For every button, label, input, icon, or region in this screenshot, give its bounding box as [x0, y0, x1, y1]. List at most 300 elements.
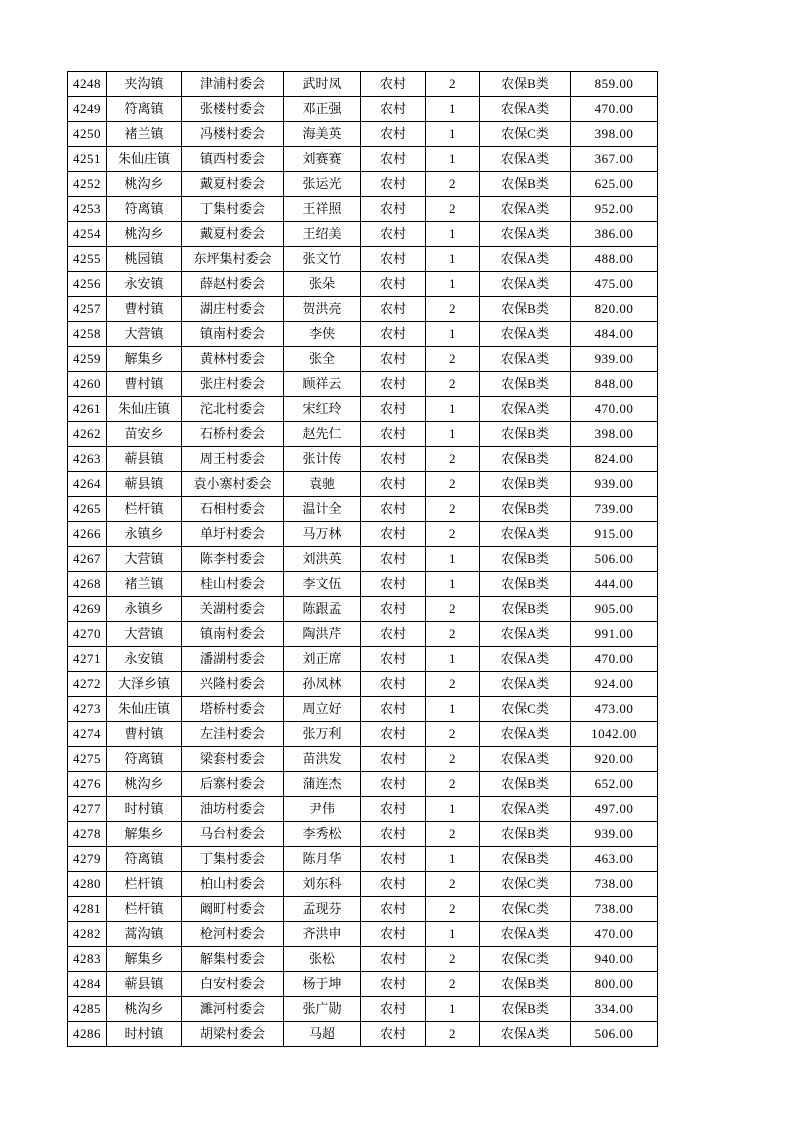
table-row [68, 847, 658, 872]
cell-insurance-category: 农保C类 [480, 697, 571, 722]
cell-count: 2 [426, 197, 480, 222]
cell-count: 2 [426, 947, 480, 972]
cell-residence-type: 农村 [361, 397, 426, 422]
rural-insurance-payment-table [67, 71, 658, 1047]
cell-residence-type: 农村 [361, 422, 426, 447]
cell-town: 符离镇 [107, 847, 182, 872]
cell-amount: 848.00 [571, 372, 658, 397]
cell-residence-type: 农村 [361, 697, 426, 722]
cell-insurance-category: 农保A类 [480, 647, 571, 672]
cell-insurance-category: 农保B类 [480, 422, 571, 447]
cell-seq-no: 4260 [68, 372, 107, 397]
cell-insurance-category: 农保C类 [480, 872, 571, 897]
cell-amount: 939.00 [571, 822, 658, 847]
cell-town: 曹村镇 [107, 722, 182, 747]
cell-amount: 824.00 [571, 447, 658, 472]
cell-residence-type: 农村 [361, 597, 426, 622]
cell-insurance-category: 农保A类 [480, 747, 571, 772]
cell-person-name: 陈月华 [284, 847, 361, 872]
cell-village-committee: 白安村委会 [182, 972, 284, 997]
cell-count: 1 [426, 997, 480, 1022]
cell-count: 2 [426, 772, 480, 797]
cell-amount: 952.00 [571, 197, 658, 222]
cell-amount: 470.00 [571, 922, 658, 947]
cell-village-committee: 丁集村委会 [182, 847, 284, 872]
cell-seq-no: 4267 [68, 547, 107, 572]
table-row [68, 572, 658, 597]
cell-person-name: 马万林 [284, 522, 361, 547]
cell-insurance-category: 农保B类 [480, 772, 571, 797]
cell-seq-no: 4269 [68, 597, 107, 622]
cell-insurance-category: 农保B类 [480, 497, 571, 522]
cell-amount: 924.00 [571, 672, 658, 697]
table-row [68, 397, 658, 422]
cell-village-committee: 镇西村委会 [182, 147, 284, 172]
table-row [68, 447, 658, 472]
cell-village-committee: 湖庄村委会 [182, 297, 284, 322]
cell-person-name: 张全 [284, 347, 361, 372]
cell-person-name: 袁驰 [284, 472, 361, 497]
cell-count: 1 [426, 397, 480, 422]
cell-count: 2 [426, 372, 480, 397]
cell-residence-type: 农村 [361, 172, 426, 197]
cell-amount: 915.00 [571, 522, 658, 547]
cell-village-committee: 陈李村委会 [182, 547, 284, 572]
cell-village-committee: 张庄村委会 [182, 372, 284, 397]
cell-seq-no: 4257 [68, 297, 107, 322]
cell-count: 1 [426, 247, 480, 272]
cell-village-committee: 东坪集村委会 [182, 247, 284, 272]
cell-seq-no: 4248 [68, 72, 107, 97]
cell-town: 永镇乡 [107, 597, 182, 622]
table-row [68, 1022, 658, 1047]
cell-person-name: 王祥照 [284, 197, 361, 222]
cell-village-committee: 后寨村委会 [182, 772, 284, 797]
cell-town: 大营镇 [107, 547, 182, 572]
table-row [68, 347, 658, 372]
cell-person-name: 邓正强 [284, 97, 361, 122]
cell-town: 解集乡 [107, 947, 182, 972]
cell-residence-type: 农村 [361, 297, 426, 322]
cell-amount: 905.00 [571, 597, 658, 622]
table-row [68, 747, 658, 772]
cell-person-name: 李秀松 [284, 822, 361, 847]
cell-residence-type: 农村 [361, 197, 426, 222]
cell-insurance-category: 农保A类 [480, 1022, 571, 1047]
cell-amount: 1042.00 [571, 722, 658, 747]
cell-person-name: 刘洪英 [284, 547, 361, 572]
cell-village-committee: 沱北村委会 [182, 397, 284, 422]
cell-person-name: 刘正席 [284, 647, 361, 672]
cell-seq-no: 4259 [68, 347, 107, 372]
cell-insurance-category: 农保A类 [480, 722, 571, 747]
cell-count: 2 [426, 622, 480, 647]
cell-village-committee: 解集村委会 [182, 947, 284, 972]
cell-count: 1 [426, 697, 480, 722]
cell-seq-no: 4271 [68, 647, 107, 672]
cell-seq-no: 4285 [68, 997, 107, 1022]
cell-insurance-category: 农保B类 [480, 822, 571, 847]
cell-seq-no: 4255 [68, 247, 107, 272]
table-row [68, 422, 658, 447]
table-row [68, 647, 658, 672]
cell-person-name: 赵先仁 [284, 422, 361, 447]
cell-amount: 444.00 [571, 572, 658, 597]
cell-residence-type: 农村 [361, 447, 426, 472]
cell-town: 桃沟乡 [107, 222, 182, 247]
cell-amount: 367.00 [571, 147, 658, 172]
cell-village-committee: 张楼村委会 [182, 97, 284, 122]
cell-person-name: 张运光 [284, 172, 361, 197]
table-row [68, 722, 658, 747]
cell-town: 永安镇 [107, 647, 182, 672]
cell-insurance-category: 农保B类 [480, 447, 571, 472]
table-row [68, 772, 658, 797]
cell-amount: 820.00 [571, 297, 658, 322]
cell-person-name: 王绍美 [284, 222, 361, 247]
cell-village-committee: 塔桥村委会 [182, 697, 284, 722]
cell-town: 符离镇 [107, 97, 182, 122]
cell-seq-no: 4282 [68, 922, 107, 947]
cell-seq-no: 4268 [68, 572, 107, 597]
cell-count: 1 [426, 322, 480, 347]
cell-count: 2 [426, 522, 480, 547]
table-row [68, 472, 658, 497]
cell-person-name: 温计全 [284, 497, 361, 522]
cell-person-name: 杨于坤 [284, 972, 361, 997]
cell-count: 2 [426, 447, 480, 472]
cell-seq-no: 4283 [68, 947, 107, 972]
cell-village-committee: 石桥村委会 [182, 422, 284, 447]
cell-amount: 625.00 [571, 172, 658, 197]
table-row [68, 972, 658, 997]
cell-insurance-category: 农保C类 [480, 897, 571, 922]
cell-residence-type: 农村 [361, 547, 426, 572]
cell-person-name: 刘东科 [284, 872, 361, 897]
cell-amount: 506.00 [571, 547, 658, 572]
cell-seq-no: 4253 [68, 197, 107, 222]
cell-town: 桃沟乡 [107, 172, 182, 197]
cell-amount: 939.00 [571, 472, 658, 497]
cell-seq-no: 4256 [68, 272, 107, 297]
cell-amount: 463.00 [571, 847, 658, 872]
cell-insurance-category: 农保A类 [480, 197, 571, 222]
cell-town: 朱仙庄镇 [107, 397, 182, 422]
cell-amount: 386.00 [571, 222, 658, 247]
cell-count: 1 [426, 422, 480, 447]
cell-amount: 652.00 [571, 772, 658, 797]
cell-person-name: 尹伟 [284, 797, 361, 822]
cell-residence-type: 农村 [361, 247, 426, 272]
cell-town: 苗安乡 [107, 422, 182, 447]
cell-count: 1 [426, 122, 480, 147]
cell-person-name: 周立好 [284, 697, 361, 722]
cell-residence-type: 农村 [361, 722, 426, 747]
cell-town: 褚兰镇 [107, 572, 182, 597]
cell-amount: 738.00 [571, 872, 658, 897]
cell-village-committee: 阚町村委会 [182, 897, 284, 922]
cell-amount: 470.00 [571, 397, 658, 422]
cell-village-committee: 戴夏村委会 [182, 222, 284, 247]
cell-seq-no: 4279 [68, 847, 107, 872]
cell-town: 永安镇 [107, 272, 182, 297]
cell-seq-no: 4281 [68, 897, 107, 922]
cell-count: 1 [426, 572, 480, 597]
cell-insurance-category: 农保B类 [480, 997, 571, 1022]
cell-amount: 334.00 [571, 997, 658, 1022]
table-row [68, 922, 658, 947]
cell-village-committee: 柏山村委会 [182, 872, 284, 897]
cell-town: 永镇乡 [107, 522, 182, 547]
cell-village-committee: 马台村委会 [182, 822, 284, 847]
cell-count: 2 [426, 172, 480, 197]
cell-amount: 940.00 [571, 947, 658, 972]
cell-village-committee: 桂山村委会 [182, 572, 284, 597]
cell-seq-no: 4277 [68, 797, 107, 822]
cell-seq-no: 4284 [68, 972, 107, 997]
cell-village-committee: 黄林村委会 [182, 347, 284, 372]
cell-residence-type: 农村 [361, 147, 426, 172]
cell-person-name: 张文竹 [284, 247, 361, 272]
cell-person-name: 刘赛赛 [284, 147, 361, 172]
cell-amount: 859.00 [571, 72, 658, 97]
cell-village-committee: 枪河村委会 [182, 922, 284, 947]
cell-insurance-category: 农保A类 [480, 797, 571, 822]
cell-town: 解集乡 [107, 822, 182, 847]
cell-person-name: 马超 [284, 1022, 361, 1047]
cell-count: 1 [426, 272, 480, 297]
cell-residence-type: 农村 [361, 647, 426, 672]
cell-person-name: 李文伍 [284, 572, 361, 597]
cell-village-committee: 津浦村委会 [182, 72, 284, 97]
cell-town: 蕲县镇 [107, 972, 182, 997]
cell-town: 符离镇 [107, 747, 182, 772]
cell-count: 2 [426, 822, 480, 847]
cell-village-committee: 潘湖村委会 [182, 647, 284, 672]
cell-count: 2 [426, 297, 480, 322]
cell-person-name: 孙凤林 [284, 672, 361, 697]
cell-seq-no: 4265 [68, 497, 107, 522]
cell-town: 朱仙庄镇 [107, 147, 182, 172]
cell-insurance-category: 农保B类 [480, 297, 571, 322]
table-row [68, 672, 658, 697]
cell-village-committee: 镇南村委会 [182, 322, 284, 347]
cell-seq-no: 4262 [68, 422, 107, 447]
cell-count: 1 [426, 97, 480, 122]
cell-insurance-category: 农保A类 [480, 222, 571, 247]
cell-amount: 920.00 [571, 747, 658, 772]
cell-residence-type: 农村 [361, 897, 426, 922]
cell-village-committee: 石相村委会 [182, 497, 284, 522]
cell-amount: 473.00 [571, 697, 658, 722]
cell-person-name: 张广勋 [284, 997, 361, 1022]
cell-count: 1 [426, 547, 480, 572]
cell-town: 解集乡 [107, 347, 182, 372]
cell-amount: 470.00 [571, 647, 658, 672]
cell-person-name: 武时凤 [284, 72, 361, 97]
cell-count: 1 [426, 847, 480, 872]
cell-seq-no: 4276 [68, 772, 107, 797]
cell-person-name: 陈跟孟 [284, 597, 361, 622]
cell-residence-type: 农村 [361, 847, 426, 872]
cell-insurance-category: 农保A类 [480, 97, 571, 122]
cell-insurance-category: 农保B类 [480, 972, 571, 997]
cell-seq-no: 4254 [68, 222, 107, 247]
cell-seq-no: 4252 [68, 172, 107, 197]
cell-person-name: 蒲连杰 [284, 772, 361, 797]
table-row [68, 822, 658, 847]
cell-town: 夹沟镇 [107, 72, 182, 97]
table-row [68, 997, 658, 1022]
cell-residence-type: 农村 [361, 97, 426, 122]
table-row [68, 147, 658, 172]
cell-village-committee: 关湖村委会 [182, 597, 284, 622]
cell-seq-no: 4250 [68, 122, 107, 147]
cell-amount: 470.00 [571, 97, 658, 122]
cell-amount: 497.00 [571, 797, 658, 822]
cell-residence-type: 农村 [361, 672, 426, 697]
cell-insurance-category: 农保A类 [480, 922, 571, 947]
cell-seq-no: 4278 [68, 822, 107, 847]
cell-count: 2 [426, 672, 480, 697]
cell-insurance-category: 农保B类 [480, 472, 571, 497]
cell-village-committee: 油坊村委会 [182, 797, 284, 822]
cell-residence-type: 农村 [361, 522, 426, 547]
cell-residence-type: 农村 [361, 972, 426, 997]
cell-amount: 800.00 [571, 972, 658, 997]
cell-insurance-category: 农保A类 [480, 397, 571, 422]
cell-count: 2 [426, 597, 480, 622]
table-row [68, 97, 658, 122]
cell-residence-type: 农村 [361, 72, 426, 97]
cell-count: 2 [426, 872, 480, 897]
table-row [68, 897, 658, 922]
cell-insurance-category: 农保A类 [480, 672, 571, 697]
cell-village-committee: 周王村委会 [182, 447, 284, 472]
cell-insurance-category: 农保B类 [480, 172, 571, 197]
cell-count: 2 [426, 497, 480, 522]
cell-insurance-category: 农保C类 [480, 947, 571, 972]
cell-person-name: 张松 [284, 947, 361, 972]
table-row [68, 372, 658, 397]
cell-count: 2 [426, 972, 480, 997]
cell-village-committee: 胡梁村委会 [182, 1022, 284, 1047]
cell-town: 桃沟乡 [107, 997, 182, 1022]
cell-residence-type: 农村 [361, 922, 426, 947]
cell-seq-no: 4272 [68, 672, 107, 697]
table-row [68, 497, 658, 522]
cell-person-name: 李侠 [284, 322, 361, 347]
cell-town: 大营镇 [107, 622, 182, 647]
cell-residence-type: 农村 [361, 1022, 426, 1047]
table-row [68, 222, 658, 247]
cell-person-name: 齐洪申 [284, 922, 361, 947]
cell-residence-type: 农村 [361, 822, 426, 847]
cell-count: 2 [426, 747, 480, 772]
cell-insurance-category: 农保B类 [480, 72, 571, 97]
cell-town: 栏杆镇 [107, 872, 182, 897]
cell-seq-no: 4258 [68, 322, 107, 347]
table-row [68, 247, 658, 272]
table-row [68, 947, 658, 972]
cell-amount: 475.00 [571, 272, 658, 297]
cell-residence-type: 农村 [361, 322, 426, 347]
cell-person-name: 海美英 [284, 122, 361, 147]
cell-residence-type: 农村 [361, 122, 426, 147]
table-row [68, 622, 658, 647]
cell-town: 桃园镇 [107, 247, 182, 272]
cell-residence-type: 农村 [361, 772, 426, 797]
cell-village-committee: 丁集村委会 [182, 197, 284, 222]
cell-insurance-category: 农保A类 [480, 522, 571, 547]
cell-residence-type: 农村 [361, 872, 426, 897]
cell-insurance-category: 农保B类 [480, 547, 571, 572]
cell-residence-type: 农村 [361, 472, 426, 497]
cell-residence-type: 农村 [361, 997, 426, 1022]
cell-amount: 488.00 [571, 247, 658, 272]
cell-count: 1 [426, 797, 480, 822]
cell-residence-type: 农村 [361, 222, 426, 247]
table-row [68, 797, 658, 822]
cell-seq-no: 4286 [68, 1022, 107, 1047]
cell-village-committee: 兴隆村委会 [182, 672, 284, 697]
cell-seq-no: 4273 [68, 697, 107, 722]
cell-town: 栏杆镇 [107, 497, 182, 522]
cell-count: 2 [426, 722, 480, 747]
cell-seq-no: 4261 [68, 397, 107, 422]
table-body [68, 72, 658, 1047]
cell-town: 栏杆镇 [107, 897, 182, 922]
cell-town: 蕲县镇 [107, 472, 182, 497]
cell-village-committee: 梁套村委会 [182, 747, 284, 772]
cell-insurance-category: 农保A类 [480, 322, 571, 347]
cell-seq-no: 4263 [68, 447, 107, 472]
cell-seq-no: 4266 [68, 522, 107, 547]
cell-amount: 738.00 [571, 897, 658, 922]
cell-residence-type: 农村 [361, 797, 426, 822]
cell-count: 2 [426, 472, 480, 497]
cell-count: 1 [426, 147, 480, 172]
table-row [68, 522, 658, 547]
cell-village-committee: 镇南村委会 [182, 622, 284, 647]
cell-seq-no: 4274 [68, 722, 107, 747]
cell-town: 朱仙庄镇 [107, 697, 182, 722]
table-row [68, 72, 658, 97]
cell-insurance-category: 农保A类 [480, 247, 571, 272]
cell-count: 2 [426, 72, 480, 97]
cell-insurance-category: 农保A类 [480, 147, 571, 172]
cell-count: 2 [426, 897, 480, 922]
cell-insurance-category: 农保A类 [480, 272, 571, 297]
cell-amount: 739.00 [571, 497, 658, 522]
cell-person-name: 苗洪发 [284, 747, 361, 772]
cell-residence-type: 农村 [361, 622, 426, 647]
table-row [68, 322, 658, 347]
cell-village-committee: 单圩村委会 [182, 522, 284, 547]
cell-town: 褚兰镇 [107, 122, 182, 147]
cell-person-name: 张万利 [284, 722, 361, 747]
cell-amount: 398.00 [571, 122, 658, 147]
cell-village-committee: 濉河村委会 [182, 997, 284, 1022]
cell-village-committee: 戴夏村委会 [182, 172, 284, 197]
cell-count: 1 [426, 922, 480, 947]
cell-village-committee: 左洼村委会 [182, 722, 284, 747]
table-row [68, 297, 658, 322]
cell-seq-no: 4275 [68, 747, 107, 772]
cell-residence-type: 农村 [361, 947, 426, 972]
cell-amount: 506.00 [571, 1022, 658, 1047]
table-row [68, 172, 658, 197]
